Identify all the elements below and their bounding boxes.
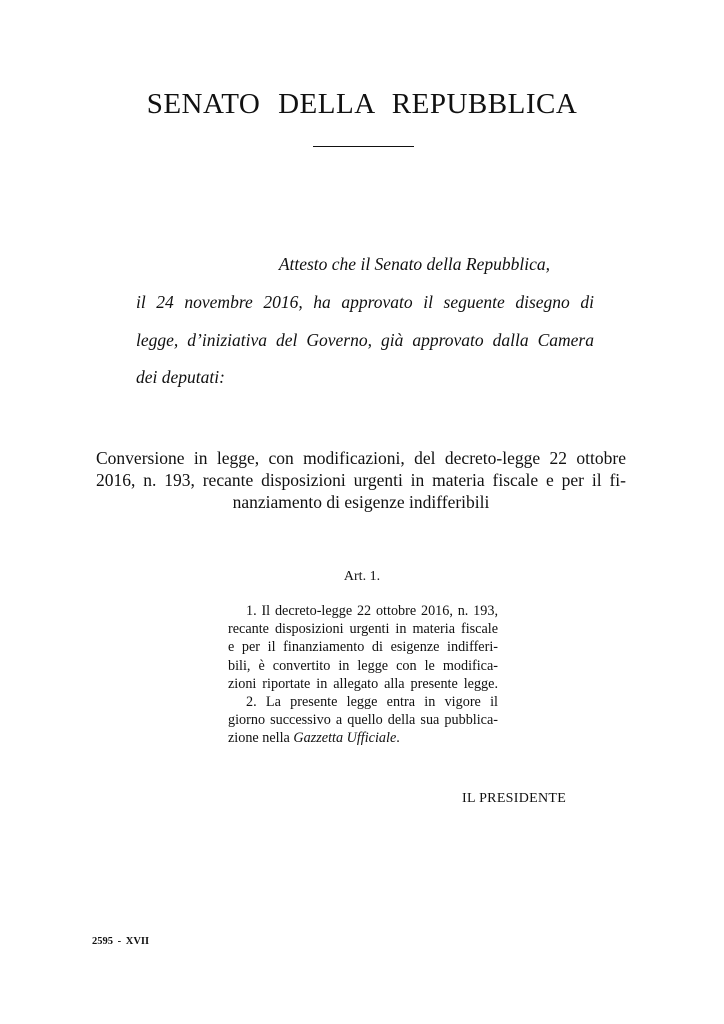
title-underline-rule bbox=[313, 146, 414, 147]
article-line: giorno successivo a quello della sua pubblica- bbox=[228, 712, 498, 729]
page-title: SENATO DELLA REPUBBLICA bbox=[146, 88, 578, 120]
article-line: 1. Il decreto-legge 22 ottobre 2016, n. 193, bbox=[246, 603, 498, 619]
attestation-line: Attesto che il Senato della Repubblica, bbox=[278, 254, 550, 274]
bill-title-line: 2016, n. 193, recante disposizioni urgenti in materia fiscale e per il fi- bbox=[96, 470, 626, 490]
attestation-line: il 24 novembre 2016, ha approvato il seguente disegno di bbox=[136, 292, 594, 312]
bill-title-line: nanziamento di esigenze indifferibili bbox=[232, 492, 490, 512]
bill-title-line: Conversione in legge, con modificazioni, del decreto-legge 22 ottobre bbox=[96, 448, 626, 468]
article-last-prefix: zione nella bbox=[228, 730, 294, 747]
article-line: zioni riportate in allegato alla presente legge. bbox=[228, 675, 498, 692]
article-line: recante disposizioni urgenti in materia fiscale bbox=[228, 621, 498, 638]
article-last-suffix: . bbox=[396, 730, 400, 747]
article-line-last bbox=[228, 729, 498, 747]
attestation-line: dei deputati: bbox=[136, 367, 225, 387]
document-number: 2595 - XVII bbox=[92, 936, 150, 947]
gazzetta-ufficiale-reference: Gazzetta Ufficiale bbox=[293, 730, 397, 747]
signature-president: IL PRESIDENTE bbox=[462, 791, 567, 806]
article-heading: Art. 1. bbox=[343, 569, 381, 584]
article-line: bili, è convertito in legge con le modifica- bbox=[228, 657, 498, 674]
article-line: e per il finanziamento di esigenze indifferi- bbox=[228, 639, 498, 656]
article-line: 2. La presente legge entra in vigore il bbox=[246, 694, 498, 710]
attestation-line: legge, d’iniziativa del Governo, già approvato dalla Camera bbox=[136, 330, 594, 350]
